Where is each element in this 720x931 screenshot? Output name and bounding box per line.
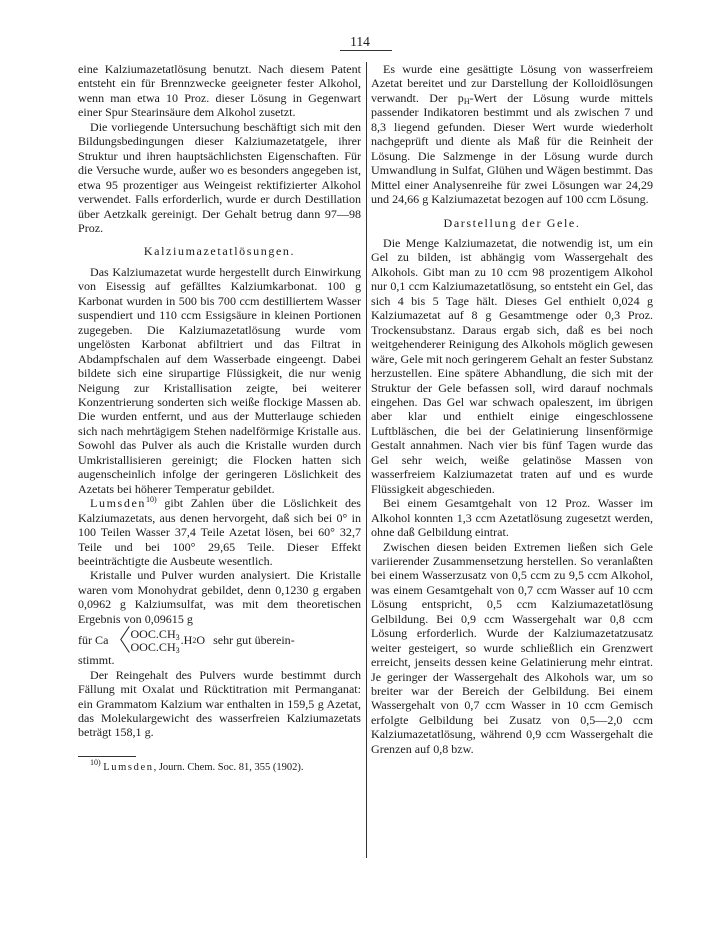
paragraph: stimmt. — [78, 653, 115, 668]
formula-subscript: 3 — [175, 633, 180, 643]
footnote-author: Lumsden — [103, 761, 154, 773]
paragraph-text: -Wert der Lösung wurde mittels passender Indikatoren bestimmt und als zwischen 7 und 8,3 liegend gefunden. Dieser Wert wurde wiederholt nachgeprüft und diente als Maß für die Reinheit der Lösung. Die Salzmenge in der Lösung wurde durch Umwandlung in Sulfat, Glühen und Wägen bestimmt. Das Mittel einer Analysenreihe für zwei Lösungen war 24,29 und 24,66 g Kalziumazetat bezogen auf 100 ccm Lösung. — [371, 90, 653, 207]
paragraph: eine Kalziumazetatlösung benutzt. Nach diesem Patent entsteht ein für Brennzwecke geeigneter fester Alkohol, wenn man etwa 10 Proz. dieser Lösung in Gegenwart einer Spur Stearinsäure dem Alkohol zusetzt. — [78, 62, 361, 120]
paragraph: Zwischen diesen beiden Extremen ließen sich Gele variierender Zusammensetzung herstellen. So veranlaßten bei einem Wasserzusatz von 0,5 ccm zu 9,5 ccm Alkohol, was einem Gesamtgehalt von 0,7 ccm Wasser auf 10 ccm Lösung entspricht, 0,5 ccm Kalziumazetatlösung Gelbildung. Bei 0,9 ccm Wassergehalt war 0,8 ccm Lösung erforderlich. Wurde der Kalziumazetatzusatz weiter gesteigert, so wurde schließlich ein Grenzwert erreicht, jenseits dessen keine Gelatinierung mehr eintrat. Je geringer der Wassergehalt des Alkohols war, um so breiter war der Bereich der Gelbildung. Bei einem Wassergehalt von 0,7 ccm Wasser in 10 ccm Gemisch erfolgte Gelbildung bei Zusatz von 0,5—2,0 ccm Kalziumazetatlösung, während 0,9 ccm Wassergehalt die Grenzen auf 0,8 bzw. — [371, 539, 653, 756]
paragraph: Kristalle und Pulver wurden analysiert. Die Kristalle waren vom Monohydrat gebildet, denn 0,1230 g ergaben 0,0962 g Kalziumsulfat, was mit dem theoretischen Ergebnis von 0,09615 g — [78, 568, 361, 626]
paragraph: Die Menge Kalziumazetat, die notwendig ist, um ein Gel zu bilden, ist abhängig vom Wassergehalt des Alkohols. Gibt man zu 10 ccm 98 prozentigem Alkohol nur 0,1 ccm Kalziumazetatlösung, so entsteht ein Gel, das sich 4 bis 5 Tage hält. Dieses Gel enthielt 0,024 g Kalziumazetat auf 8 g Gesamtmenge oder 0,3 Proz. Trockensubstanz. Daraus ergab sich, daß es bei noch weitgehenderer Reinigung des Alkohols möglich gewesen wäre, Gele mit noch geringerem Gehalt an fester Substanz herzustellen. Eine spätere Abhandlung, die sich mit der Struktur der Gele befassen soll, wird darauf nochmals eingehen. Das Gel war schwach opaleszent, im übrigen aber klar und enthielt einige eingeschlossene Luftbläschen, die bei der Gelatinierung linsenförmige Gestalt annahmen. Nach vier bis fünf Tagen wurde das Gel sehr weich, weiße gelatinöse Massen von wasserfreiem Kalziumazetat traten auf und es wurde Flüssigkeit abgeschieden. — [371, 235, 653, 496]
footnote — [78, 757, 361, 774]
paragraph: Die vorliegende Untersuchung beschäftigt sich mit den Bildungsbedingungen dieser Kalziumazetatgele, ihrer Struktur und ihren hauptsächlichsten Eigenschaften. Für die Versuche wurde, außer wo es besonders angegeben ist, etwa 95 prozentiger aus Weingeist rektifizierter Alkohol verwendet. Falls erforderlich, wurde er durch Destillation über Aetzkalk gereinigt. Der Gehalt betrug dann 97—98 Proz. — [78, 119, 361, 235]
formula-water-o: O — [196, 633, 206, 648]
footnote-number: 10) — [90, 757, 101, 767]
formula-top: OOC.CH — [130, 627, 176, 642]
paragraph-text: Es wurde eine gesättigte Lösung von wasserfreiem Azetat bereitet und zur Darstellung der Kolloidlösungen verwandt. Der p — [371, 62, 653, 105]
section-heading: Kalziumazetatlösungen. — [143, 244, 296, 259]
paragraph — [371, 62, 653, 207]
formula-stack — [130, 628, 179, 653]
right-column — [371, 62, 653, 756]
author-name: Lumsden — [90, 496, 147, 511]
ph-subscript: H — [463, 96, 470, 106]
formula-water: .H — [180, 633, 193, 648]
footnote-text: , Journ. Chem. Soc. 81, 355 (1902). — [153, 761, 304, 773]
page-number: 114 — [350, 34, 370, 49]
formula-bracket-left: 〈 — [108, 623, 131, 657]
formula-bottom: OOC.CH — [130, 639, 176, 654]
paragraph: Bei einem Gesamtgehalt von 12 Proz. Wasser im Alkohol konnten 1,3 ccm Azetatlösung zugesetzt werden, ohne daß Gelbildung eintrat. — [371, 496, 653, 540]
chemical-formula: für Ca 〈 $OOC.CH_3$ $OOC.CH_3$ .H 2 O sehr gut überein- — [78, 623, 295, 657]
footnote-rule — [78, 756, 136, 757]
left-column — [78, 62, 361, 774]
paragraph: Das Kalziumazetat wurde hergestellt durch Einwirkung von Eisessig auf gefälltes Kalziumkarbonat. 100 g Karbonat wurden in 500 bis 700 ccm destilliertem Wasser suspendiert und 110 ccm Essigsäure in kleinen Portionen zugegeben. Die Kalziumazetatlösung wurde vom ungelösten Karbonat abfiltriert und das Filtrat in Abdampfschalen auf dem Wasserbade eingeengt. Dabei bildete sich eine sirupartige Flüssigkeit, die nur wenig Neigung zur Kristallisation zeigte, bei weiterer Konzentrierung sonderten sich weiße flockige Massen ab. Die wurden entfernt, und aus der Mutterlauge schieden sich nach mehrtägigem Stehen nadelförmige Kristalle aus. Sowohl das Pulver als auch die Kristalle wurden durch Umkristallisieren gereinigt; die Flocken hatten sich augenscheinlich infolge der geringeren Löslichkeit des Azetats bei höherer Temperatur gebildet. — [78, 264, 361, 496]
formula-suffix: sehr gut überein- — [213, 633, 295, 648]
section-heading: Darstellung der Gele. — [443, 215, 581, 230]
paragraph: Der Reingehalt des Pulvers wurde bestimmt durch Fällung mit Oxalat und Rücktitration mit Permanganat: ein Grammatom Kalzium war enthalten in 159,5 g Azetat, das Molekulargewicht des wasserfreien Kalziumazetats beträgt 158,1 g. — [78, 667, 361, 740]
header-rule — [340, 50, 392, 51]
footnote-ref: 10) — [146, 495, 157, 505]
paragraph-text: gibt Zahlen über die Löslichkeit des Kalziumazetats, aus denen hervorgeht, daß sich bei 0° in 100 Teilen Wasser 37,4 Teile Azetat lösen, bei 60° 32,7 Teile und bei 100° 29,65 Teile. Dieser Effekt beeinträchtigte die Ausbeute wesentlich. — [78, 496, 361, 568]
paragraph — [78, 496, 361, 568]
formula-subscript: 3 — [175, 645, 180, 655]
column-divider — [366, 62, 367, 858]
formula-prefix: für Ca — [78, 633, 109, 648]
